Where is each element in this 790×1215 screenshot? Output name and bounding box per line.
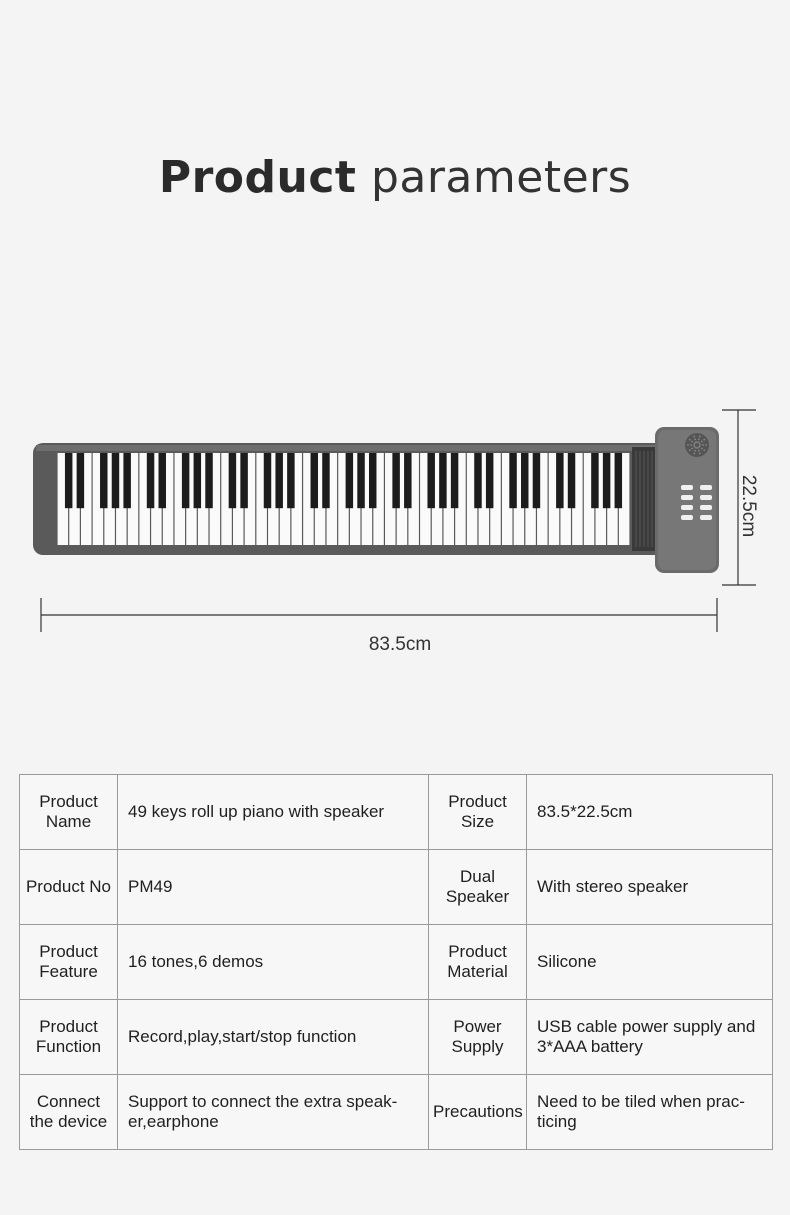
grille-hole <box>689 449 691 451</box>
grille-hole <box>693 444 695 446</box>
grille-hole <box>699 444 701 446</box>
black-key <box>311 453 318 508</box>
spec-value: Support to connect the extra speak-er,earphone <box>118 1075 429 1150</box>
spec-value: Record,play,start/stop function <box>118 1000 429 1075</box>
table-row <box>20 1000 773 1075</box>
control-button <box>700 495 712 500</box>
black-key <box>392 453 399 508</box>
black-key <box>322 453 329 508</box>
black-key <box>77 453 84 508</box>
control-button <box>700 515 712 520</box>
grille-hole <box>691 448 693 450</box>
black-key <box>357 453 364 508</box>
grille-hole <box>701 441 703 443</box>
spec-value: Need to be tiled when prac-ticing <box>527 1075 773 1150</box>
table-row <box>20 925 773 1000</box>
black-key <box>112 453 119 508</box>
grille-hole <box>693 453 695 455</box>
grille-hole <box>698 450 700 452</box>
black-key <box>533 453 540 508</box>
roll-up-piano-illustration <box>0 395 790 635</box>
grille-hole <box>689 439 691 441</box>
spec-value: 49 keys roll up piano with speaker <box>118 775 429 850</box>
black-key <box>264 453 271 508</box>
black-key <box>556 453 563 508</box>
spec-key: Power Supply <box>429 1000 527 1075</box>
grille-hole <box>703 449 705 451</box>
black-key <box>615 453 622 508</box>
black-key <box>591 453 598 508</box>
grille-hole <box>694 438 696 440</box>
black-key <box>182 453 189 508</box>
black-key <box>439 453 446 508</box>
black-key <box>100 453 107 508</box>
grille-hole <box>697 447 699 449</box>
spec-table <box>19 774 773 1150</box>
black-key <box>509 453 516 508</box>
grille-hole <box>701 448 703 450</box>
spec-key: Product Size <box>429 775 527 850</box>
control-button <box>700 485 712 490</box>
grille-hole <box>694 450 696 452</box>
spec-value: 16 tones,6 demos <box>118 925 429 1000</box>
grille-hole <box>695 441 697 443</box>
grille-hole <box>699 453 701 455</box>
grille-hole <box>698 438 700 440</box>
spec-key: Connect the device <box>20 1075 118 1150</box>
spec-key: Product Function <box>20 1000 118 1075</box>
table-row <box>20 850 773 925</box>
grille-hole <box>699 442 701 444</box>
black-key <box>486 453 493 508</box>
table-row <box>20 1075 773 1150</box>
black-key <box>346 453 353 508</box>
spec-value: USB cable power supply and 3*AAA battery <box>527 1000 773 1075</box>
grille-hole <box>699 436 701 438</box>
black-key <box>240 453 247 508</box>
piano-keys <box>58 453 630 545</box>
grille-hole <box>699 446 701 448</box>
spec-key: Product Name <box>20 775 118 850</box>
black-key <box>568 453 575 508</box>
black-key <box>205 453 212 508</box>
black-key <box>159 453 166 508</box>
black-key <box>123 453 130 508</box>
black-key <box>65 453 72 508</box>
grille-hole <box>694 446 696 448</box>
title-bold: Product <box>158 152 357 203</box>
black-key <box>521 453 528 508</box>
grille-hole <box>691 441 693 443</box>
grille-hole <box>702 444 704 446</box>
black-key <box>287 453 294 508</box>
control-button <box>681 515 693 520</box>
black-key <box>275 453 282 508</box>
black-key <box>147 453 154 508</box>
grille-hole <box>705 444 707 446</box>
spec-value: PM49 <box>118 850 429 925</box>
grille-hole <box>695 447 697 449</box>
table-row <box>20 775 773 850</box>
control-button <box>681 505 693 510</box>
grille-hole <box>694 442 696 444</box>
black-key <box>404 453 411 508</box>
black-key <box>369 453 376 508</box>
control-button <box>700 505 712 510</box>
spec-key: Precautions <box>429 1075 527 1150</box>
title-light: parameters <box>370 152 632 203</box>
black-key <box>451 453 458 508</box>
grille-hole <box>697 441 699 443</box>
grille-hole <box>690 444 692 446</box>
control-button <box>681 485 693 490</box>
spec-key: Product No <box>20 850 118 925</box>
spec-key: Product Feature <box>20 925 118 1000</box>
spec-value: 83.5*22.5cm <box>527 775 773 850</box>
width-label: 83.5cm <box>368 634 432 655</box>
control-button <box>681 495 693 500</box>
black-key <box>603 453 610 508</box>
black-key <box>194 453 201 508</box>
grille-hole <box>703 439 705 441</box>
spec-value: With stereo speaker <box>527 850 773 925</box>
black-key <box>474 453 481 508</box>
spec-key: Product Material <box>429 925 527 1000</box>
height-label: 22.5cm <box>738 474 759 538</box>
spec-key: Dual Speaker <box>429 850 527 925</box>
black-key <box>229 453 236 508</box>
page-title <box>0 152 790 203</box>
grille-hole <box>687 444 689 446</box>
spec-value: Silicone <box>527 925 773 1000</box>
black-key <box>427 453 434 508</box>
grille-hole <box>693 436 695 438</box>
